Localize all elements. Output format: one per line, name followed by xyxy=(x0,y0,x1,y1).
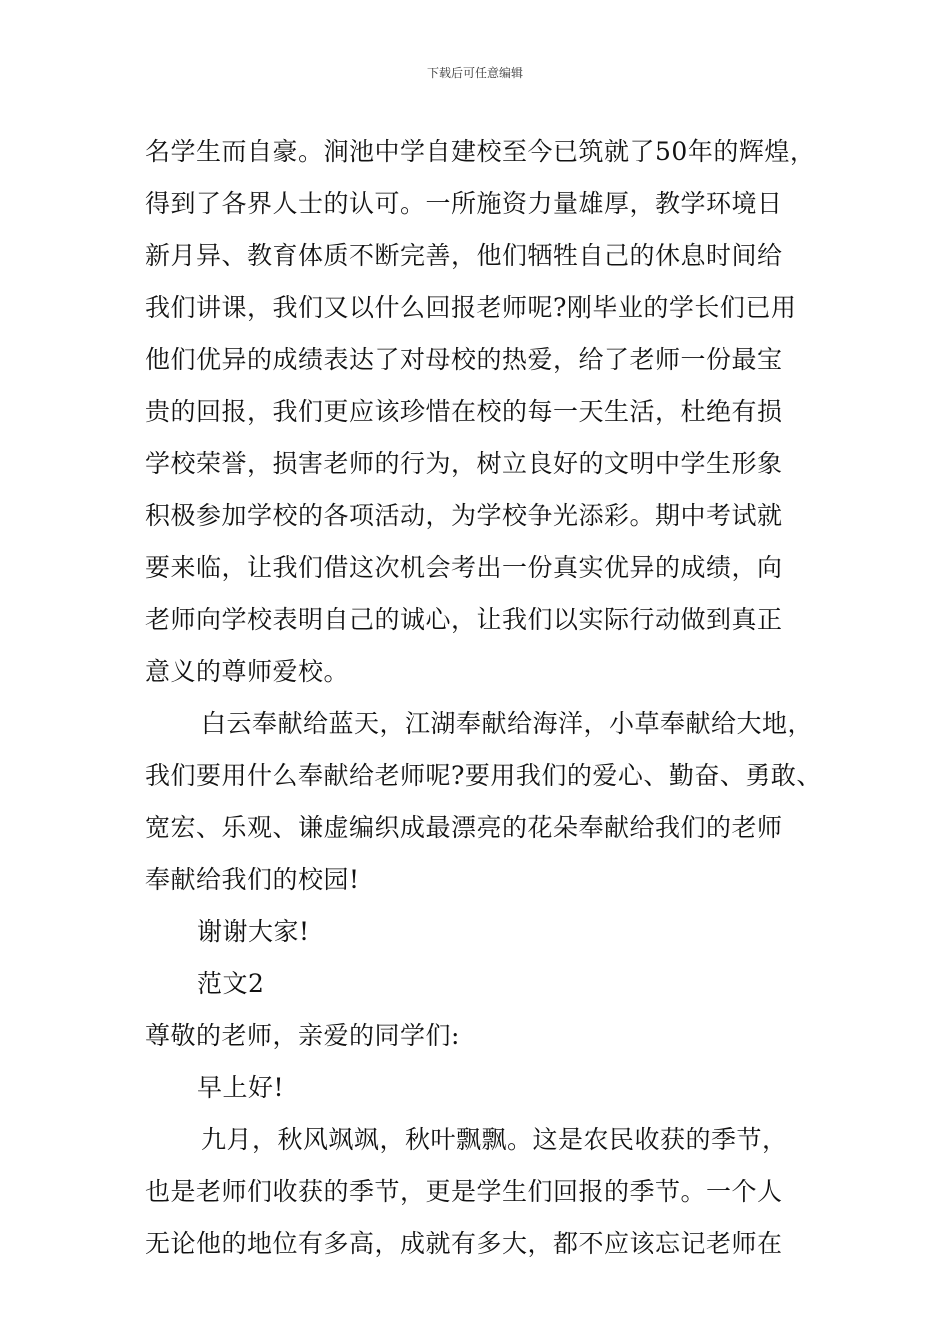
text-line: 要来临，让我们借这次机会考出一份真实优异的成绩，向 xyxy=(145,553,783,582)
page-header-note: 下载后可任意编辑 xyxy=(426,66,523,80)
text-line: 名学生而自豪。涧池中学自建校至今已筑就了50年的辉煌， xyxy=(145,137,816,166)
section-heading: 范文2 xyxy=(197,969,265,998)
text-line: 我们要用什么奉献给老师呢?要用我们的爱心、勤奋、勇敢、 xyxy=(145,761,822,790)
text-line: 积极参加学校的各项活动，为学校争光添彩。期中考试就 xyxy=(145,501,783,530)
salutation: 尊敬的老师，亲爱的同学们: xyxy=(145,1021,460,1050)
text-line: 奉献给我们的校园! xyxy=(145,865,360,894)
text-line: 也是老师们收获的季节，更是学生们回报的季节。一个人 xyxy=(145,1177,783,1206)
closing-thanks: 谢谢大家! xyxy=(197,917,310,946)
text-line: 无论他的地位有多高，成就有多大，都不应该忘记老师在 xyxy=(145,1229,783,1258)
text-line: 老师向学校表明自己的诚心，让我们以实际行动做到真正 xyxy=(145,605,783,634)
paragraph-start-line: 白云奉献给蓝天，江湖奉献给海洋，小草奉献给大地， xyxy=(201,709,814,738)
text-line: 我们讲课，我们又以什么回报老师呢?刚毕业的学长们已用 xyxy=(145,293,797,322)
document-body xyxy=(145,126,845,1270)
text-line: 宽宏、乐观、谦虚编织成最漂亮的花朵奉献给我们的老师 xyxy=(145,813,783,842)
paragraph-start-line: 九月，秋风飒飒，秋叶飘飘。这是农民收获的季节， xyxy=(201,1125,788,1154)
text-line: 贵的回报，我们更应该珍惜在校的每一天生活，杜绝有损 xyxy=(145,397,783,426)
greeting: 早上好! xyxy=(197,1073,285,1102)
text-line: 意义的尊师爱校。 xyxy=(145,657,350,686)
text-line: 学校荣誉，损害老师的行为，树立良好的文明中学生形象 xyxy=(145,449,783,478)
text-line: 新月异、教育体质不断完善，他们牺牲自己的休息时间给 xyxy=(145,241,783,270)
text-line: 他们优异的成绩表达了对母校的热爱，给了老师一份最宝 xyxy=(145,345,783,374)
text-line: 得到了各界人士的认可。一所施资力量雄厚，教学环境日 xyxy=(145,189,783,218)
